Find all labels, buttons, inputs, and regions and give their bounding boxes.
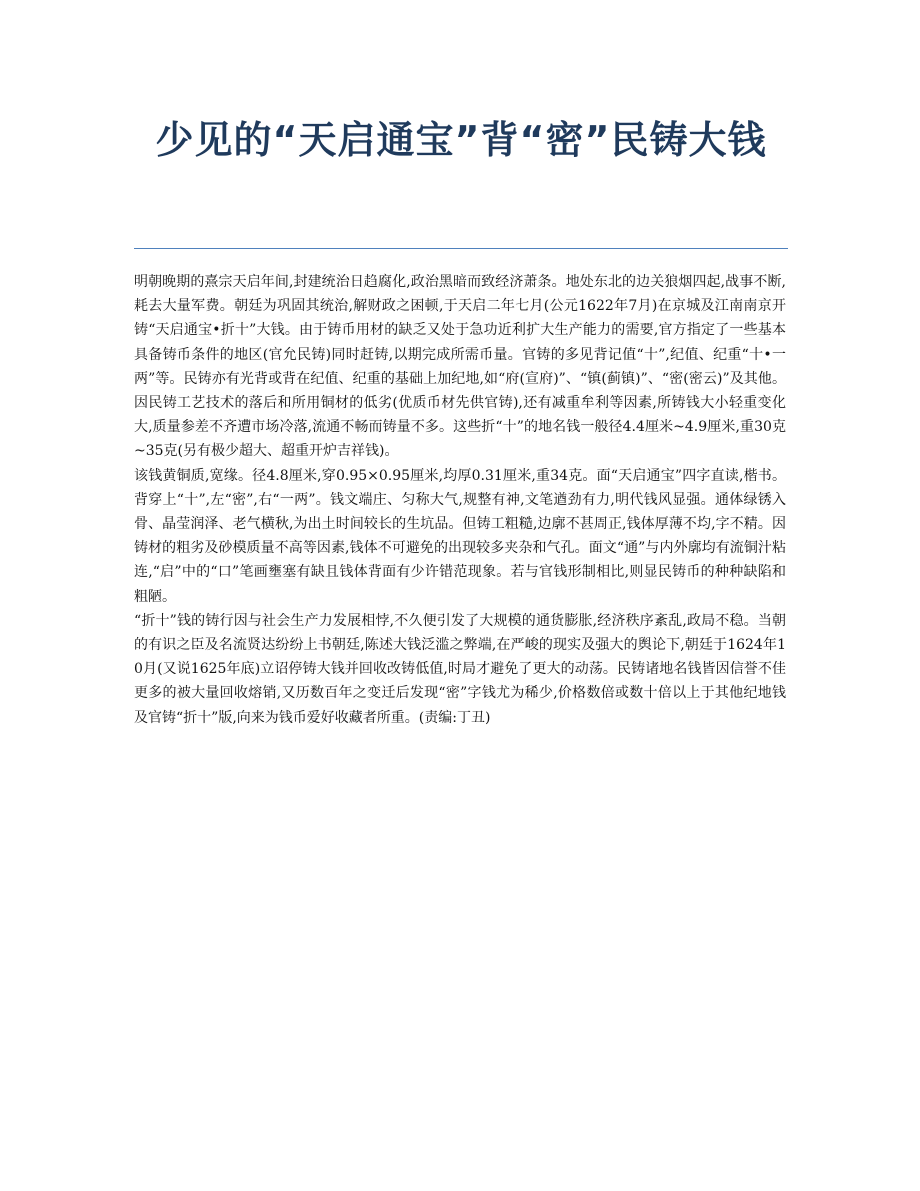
title-divider — [134, 248, 788, 249]
paragraph: 该钱黄铜质,宽缘。径4.8厘米,穿0.95×0.95厘米,均厚0.31厘米,重34克。面“天启通宝”四字直读,楷书。背穿上“十”,左“密”,右“一两”。钱文端庄、匀称大气,规整有神,文笔遒劲有力,明代钱风显强。通体绿锈入骨、晶莹润泽、老气横秋,为出土时间较长的生坑品。但铸工粗糙,边廓不甚周正,钱体厚薄不均,字不精。因铸材的粗劣及砂模质量不高等因素,钱体不可避免的出现较多夹杂和气孔。面文“通”与内外廓均有流铜汁粘连,“启”中的“口”笔画壅塞有缺且钱体背面有少许错范现象。若与官钱形制相比,则显民铸币的种种缺陷和粗陋。 — [134, 467, 786, 605]
document-title: 少见的“天启通宝”背“密”民铸大钱 — [155, 118, 767, 162]
paragraph: 明朝晚期的熹宗天启年间,封建统治日趋腐化,政治黑暗而致经济萧条。地处东北的边关狼烟四起,战事不断,耗去大量军费。朝廷为巩固其统治,解财政之困顿,于天启二年七月(公元1622年7月)在京城及江南南京开铸“天启通宝•折十”大钱。由于铸币用材的缺乏又处于急功近利扩大生产能力的需要,官方指定了一些基本具备铸币条件的地区(官允民铸)同时赶铸,以期完成所需币量。官铸的多见背记值“十”,纪值、纪重“十•一两”等。民铸亦有光背或背在纪值、纪重的基础上加纪地,如“府(宣府)”、“镇(蓟镇)”、“密(密云)”及其他。因民铸工艺技术的落后和所用铜材的低劣(优质币材先供官铸),还有减重牟利等因素,所铸钱大小轻重变化大,质量参差不齐遭市场冷落,流通不畅而铸量不多。这些折“十”的地名钱一般径4.4厘米~4.9厘米,重30克~35克(另有极少超大、超重开炉吉祥钱)。 — [134, 274, 786, 460]
article-body — [134, 270, 786, 730]
paragraph: “折十”钱的铸行因与社会生产力发展相悖,不久便引发了大规模的通货膨胀,经济秩序紊乱,政局不稳。当朝的有识之臣及名流贤达纷纷上书朝廷,陈述大钱泛滥之弊端,在严峻的现实及强大的舆论下,朝廷于1624年10月(又说1625年底)立诏停铸大钱并回收改铸低值,时局才避免了更大的动荡。民铸诸地名钱皆因信誉不佳更多的被大量回收熔销,又历数百年之变迁后发现“密”字钱尤为稀少,价格数倍或数十倍以上于其他纪地钱及官铸“折十”版,向来为钱币爱好收藏者所重。(责编:丁丑) — [134, 612, 786, 726]
